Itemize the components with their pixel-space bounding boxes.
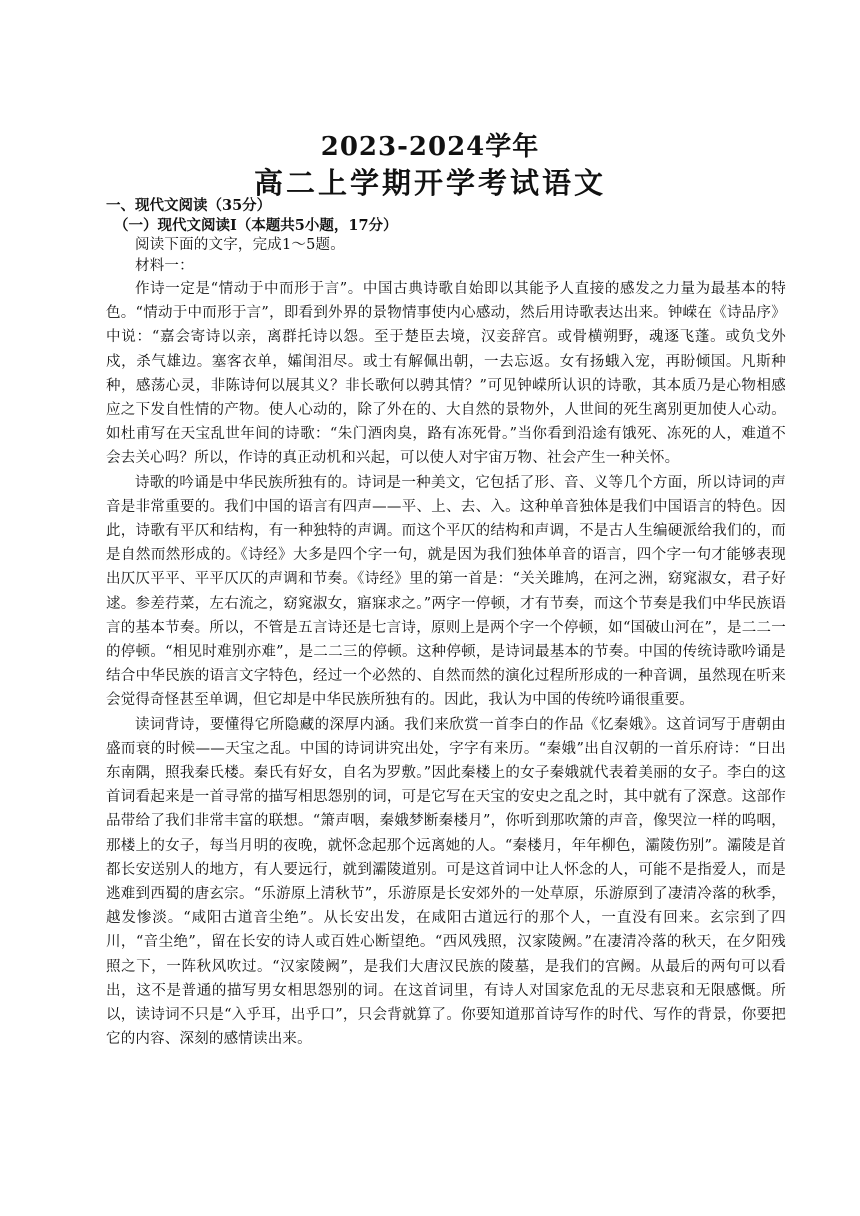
subsection-heading: （一）现代文阅读Ⅰ（本题共5小题，17分） — [114, 217, 398, 234]
paragraph-1: 作诗一定是“情动于中而形于言”。中国古典诗歌自始即以其能予人直接的感发之力量为最基本的特色。“情动于中而形于言”，即看到外界的景物情事使内心感动，然后用诗歌表达出来。钟嵘在《诗品序》中说：“嘉会寄诗以亲，离群托诗以怨。至于楚臣去境，汉妾辞宫。或骨横朔野，魂逐飞蓬。或负戈外戍，杀气雄边。塞客衣单，孀闺泪尽。或士有解佩出朝，一去忘返。女有扬蛾入宠，再盼倾国。凡斯种种，感荡心灵，非陈诗何以展其义？非长歌何以骋其情？”可见钟嵘所认识的诗歌，其本质乃是心物相感应之下发自性情的产物。使人心动的，除了外在的、大自然的景物外，人世间的死生离别更加使人心动。如杜甫写在天宝乱世年间的诗歌：“朱门酒肉臭，路有冻死骨。”当你看到沿途有饿死、冻死的人，难道不会去关心吗？所以，作诗的真正动机和兴起，可以使人对宇宙万物、社会产生一种关怀。 — [106, 281, 786, 467]
title-year: 2023-2024学年 — [320, 132, 540, 162]
title-block — [0, 130, 860, 202]
title-exam: 高二上学期开学考试语文 — [253, 166, 606, 200]
material-label: 材料一： — [135, 258, 194, 274]
instruction-text: 阅读下面的文字，完成1～5题。 — [135, 237, 345, 253]
section-heading: 一、现代文阅读（35分） — [106, 197, 272, 214]
paragraph-3: 读词背诗，要懂得它所隐藏的深厚内涵。我们来欣赏一首李白的作品《忆秦娥》。这首词写于唐朝由盛而衰的时候——天宝之乱。中国的诗词讲究出处，字字有来历。“秦娥”出自汉朝的一首乐府诗：“日出东南隅，照我秦氏楼。秦氏有好女，自名为罗敷。”因此秦楼上的女子秦娥就代表着美丽的女子。李白的这首词看起来是一首寻常的描写相思怨别的词，可是它写在天宝的安史之乱之时，其中就有了深意。这部作品带给了我们非常丰富的联想。“箫声咽，秦娥梦断秦楼月”，你听到那吹箫的声音，像哭泣一样的呜咽，那楼上的女子，每当月明的夜晚，就怀念起那个远离她的人。“秦楼月，年年柳色，灞陵伤别”。灞陵是首都长安送别人的地方，有人要远行，就到灞陵道别。可是这首词中让人怀念的人，可能不是指爱人，而是逃难到西蜀的唐玄宗。“乐游原上清秋节”，乐游原是长安郊外的一处草原，乐游原到了凄清冷落的秋季，越发惨淡。“咸阳古道音尘绝”。从长安出发，在咸阳古道远行的那个人，一直没有回来。玄宗到了四川，“音尘绝”，留在长安的诗人或百姓心断望绝。“西风残照，汉家陵阙。”在凄清冷落的秋天，在夕阳残照之下，一阵秋风吹过。“汉家陵阙”，是我们大唐汉民族的陵墓，是我们的宫阙。从最后的两句可以看出，这不是普通的描写男女相思怨别的词。在这首词里，有诗人对国家危乱的无尽悲哀和无限感慨。所以，读诗词不只是“入乎耳，出乎口”，只会背就算了。你要知道那首诗写作的时代、写作的背景，你要把它的内容、深刻的感情读出来。 — [106, 716, 786, 1048]
document-body — [106, 197, 786, 1052]
paragraph-2: 诗歌的吟诵是中华民族所独有的。诗词是一种美文，它包括了形、音、义等几个方面，所以诗词的声音是非常重要的。我们中国的语言有四声——平、上、去、入。这种单音独体是我们中国语言的特色。因此，诗歌有平仄和结构，有一种独特的声调。而这个平仄的结构和声调，不是古人生编硬派给我们的，而是自然而然形成的。《诗经》大多是四个字一句，就是因为我们独体单音的语言，四个字一句才能够表现出仄仄平平、平平仄仄的声调和节奏。《诗经》里的第一首是：“关关雎鸠，在河之洲，窈窕淑女，君子好逑。参差荇菜，左右流之，窈窕淑女，寤寐求之。”两字一停顿，才有节奏，而这个节奏是我们中华民族语言的基本节奏。所以，不管是五言诗还是七言诗，原则上是两个字一个停顿，如“国破山河在”，是二二一的停顿。“相见时难别亦难”，是二二三的停顿。这种停顿，是诗词最基本的节奏。中国的传统诗歌吟诵是结合中华民族的语言文字特色，经过一个必然的、自然而然的演化过程所形成的一种音调，虽然现在听来会觉得奇怪甚至单调，但它却是中华民族所独有的。因此，我认为中国的传统吟诵很重要。 — [106, 474, 786, 709]
